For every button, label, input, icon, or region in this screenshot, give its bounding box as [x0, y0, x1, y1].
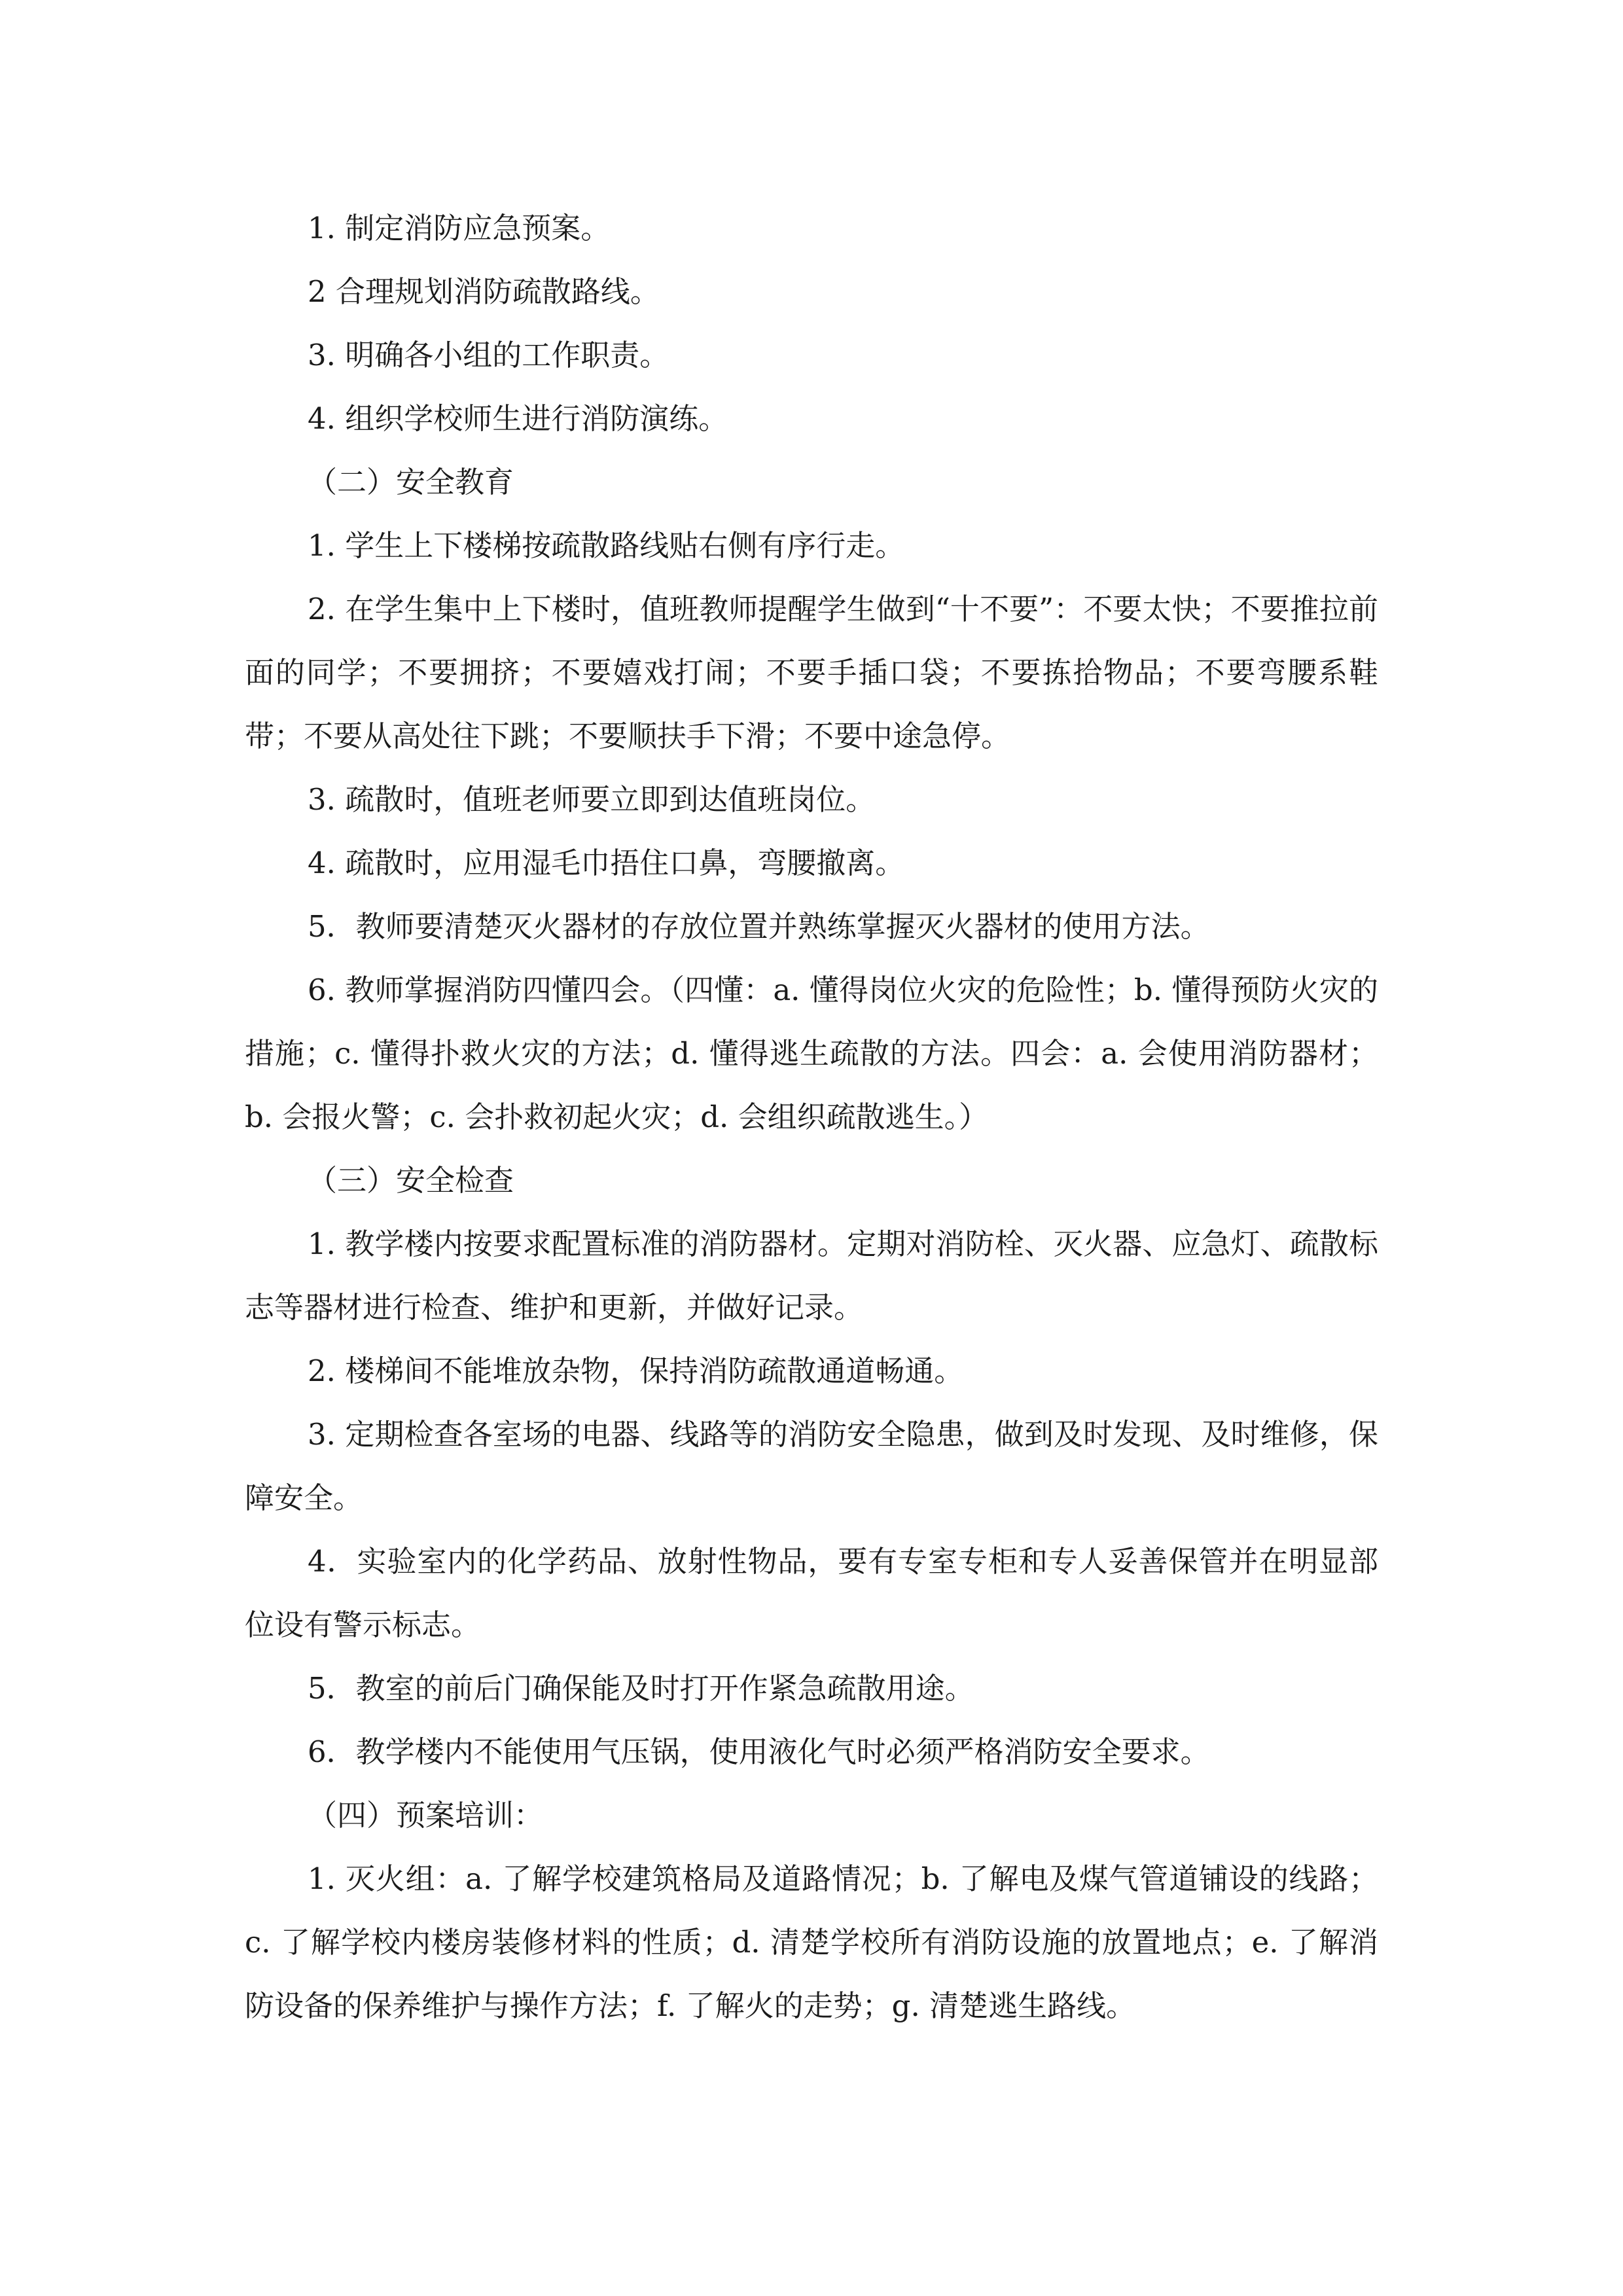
paragraph: 4．实验室内的化学药品、放射性物品，要有专室专柜和专人妥善保管并在明显部位设有警示标志。 — [245, 1544, 1378, 1642]
section-heading: （二）安全教育 — [308, 465, 514, 499]
paragraph: 3. 疏散时，值班老师要立即到达值班岗位。 — [308, 782, 876, 817]
paragraph: 2 合理规划消防疏散路线。 — [308, 274, 660, 309]
section-heading: （三）安全检查 — [308, 1163, 514, 1198]
paragraph: 6. 教师掌握消防四懂四会。（四懂：a. 懂得岗位火灾的危险性；b. 懂得预防火灾的措施；c. 懂得扑救火灾的方法；d. 懂得逃生疏散的方法。四会：a. 会使用消防器材；b. 会报火警；c. 会扑救初起火灾；d. 会组织疏散逃生。） — [245, 973, 1378, 1134]
paragraph: 1. 学生上下楼梯按疏散路线贴右侧有序行走。 — [308, 528, 905, 563]
paragraph: 2. 在学生集中上下楼时，值班教师提醒学生做到“十不要”：不要太快；不要推拉前面的同学；不要拥挤；不要嬉戏打闹；不要手插口袋；不要拣拾物品；不要弯腰系鞋带；不要从高处往下跳；不要顺扶手下滑；不要中途急停。 — [245, 592, 1378, 753]
paragraph: 1. 制定消防应急预案。 — [308, 211, 611, 245]
paragraph: 4. 疏散时，应用湿毛巾捂住口鼻，弯腰撤离。 — [308, 846, 905, 880]
paragraph: 3. 定期检查各室场的电器、线路等的消防安全隐患，做到及时发现、及时维修，保障安全。 — [245, 1417, 1378, 1515]
paragraph: 3. 明确各小组的工作职责。 — [308, 338, 669, 372]
paragraph: 5．教师要清楚灭火器材的存放位置并熟练掌握灭火器材的使用方法。 — [308, 909, 1210, 944]
paragraph: 1. 灭火组：a. 了解学校建筑格局及道路情况；b. 了解电及煤气管道铺设的线路；c. 了解学校内楼房装修材料的性质；d. 清楚学校所有消防设施的放置地点；e. 了解消防设备的保养维护与操作方法；f. 了解火的走势；g. 清楚逃生路线。 — [245, 1861, 1378, 2023]
paragraph: 2. 楼梯间不能堆放杂物，保持消防疏散通道畅通。 — [308, 1354, 964, 1388]
document-body — [245, 196, 1378, 2037]
paragraph: 5．教室的前后门确保能及时打开作紧急疏散用途。 — [308, 1671, 974, 1706]
paragraph: 1. 教学楼内按要求配置标准的消防器材。定期对消防栓、灭火器、应急灯、疏散标志等器材进行检查、维护和更新，并做好记录。 — [245, 1227, 1378, 1325]
paragraph: 6．教学楼内不能使用气压锅，使用液化气时必须严格消防安全要求。 — [308, 1734, 1210, 1769]
paragraph: 4. 组织学校师生进行消防演练。 — [308, 401, 728, 436]
section-heading: （四）预案培训： — [308, 1798, 544, 1833]
